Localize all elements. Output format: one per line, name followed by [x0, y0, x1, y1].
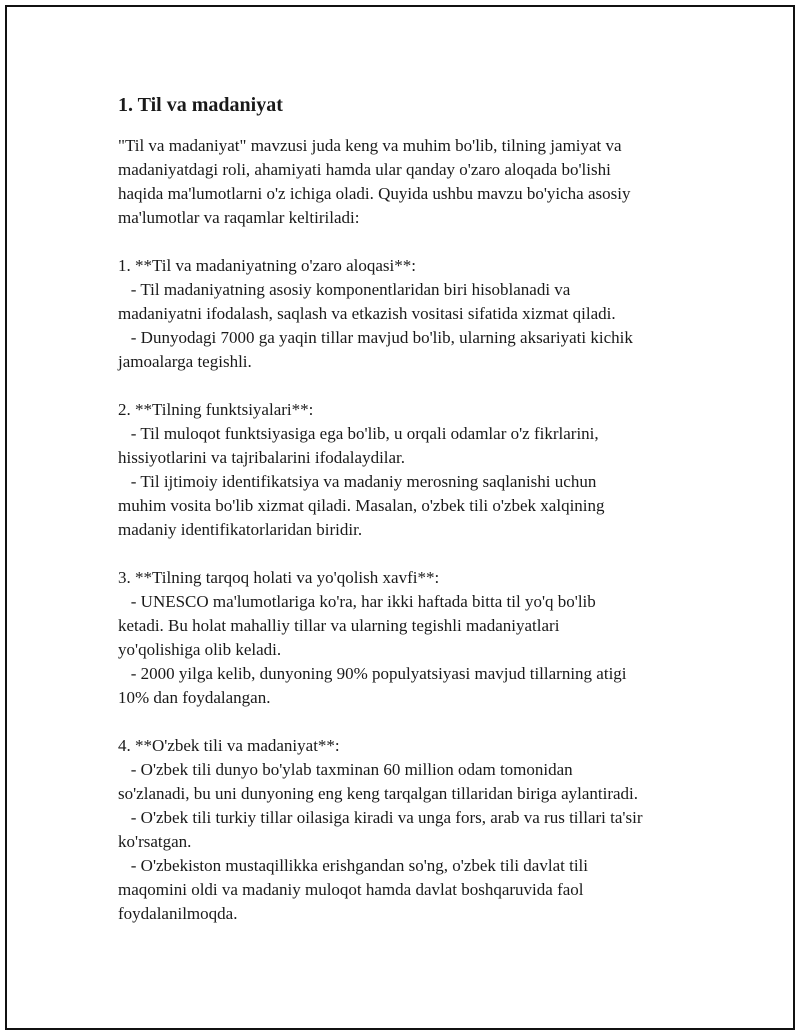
section-3 [118, 566, 698, 710]
section-line: madaniy identifikatorlaridan biridir. [118, 520, 363, 539]
section-line: - O'zbekiston mustaqillikka erishgandan so'ng, o'zbek tili davlat tili [118, 856, 588, 875]
section-heading: 2. **Tilning funktsiyalari**: [118, 400, 314, 419]
section-line: 10% dan foydalangan. [118, 688, 271, 707]
section-line: - Dunyodagi 7000 ga yaqin tillar mavjud bo'lib, ularning aksariyati kichik [118, 328, 633, 347]
intro-paragraph [118, 134, 698, 230]
section-line: jamoalarga tegishli. [118, 352, 252, 371]
section-line: - O'zbek tili turkiy tillar oilasiga kiradi va unga fors, arab va rus tillari ta'sir [118, 808, 643, 827]
section-2 [118, 398, 698, 542]
section-4 [118, 734, 698, 926]
section-line: - 2000 yilga kelib, dunyoning 90% populyatsiyasi mavjud tillarning atigi [118, 664, 627, 683]
section-line: madaniyatni ifodalash, saqlash va etkazish vositasi sifatida xizmat qiladi. [118, 304, 616, 323]
section-heading: 1. **Til va madaniyatning o'zaro aloqasi**: [118, 256, 416, 275]
section-line: - Til ijtimoiy identifikatsiya va madaniy merosning saqlanishi uchun [118, 472, 597, 491]
section-heading: 3. **Tilning tarqoq holati va yo'qolish xavfi**: [118, 568, 440, 587]
section-heading: 4. **O'zbek tili va madaniyat**: [118, 736, 340, 755]
section-line: - Til muloqot funktsiyasiga ega bo'lib, u orqali odamlar o'z fikrlarini, [118, 424, 599, 443]
section-line: muhim vosita bo'lib xizmat qiladi. Masalan, o'zbek tili o'zbek xalqining [118, 496, 605, 515]
section-line: yo'qolishiga olib keladi. [118, 640, 282, 659]
intro-line: "Til va madaniyat" mavzusi juda keng va muhim bo'lib, tilning jamiyat va [118, 136, 622, 155]
document-body [118, 92, 698, 926]
section-line: - O'zbek tili dunyo bo'ylab taxminan 60 million odam tomonidan [118, 760, 573, 779]
section-line: ketadi. Bu holat mahalliy tillar va ularning tegishli madaniyatlari [118, 616, 560, 635]
section-line: so'zlanadi, bu uni dunyoning eng keng tarqalgan tillaridan biriga aylantiradi. [118, 784, 639, 803]
section-line: maqomini oldi va madaniy muloqot hamda davlat boshqaruvida faol [118, 880, 584, 899]
section-1 [118, 254, 698, 374]
intro-line: haqida ma'lumotlarni o'z ichiga oladi. Quyida ushbu mavzu bo'yicha asosiy [118, 184, 631, 203]
section-line: - UNESCO ma'lumotlariga ko'ra, har ikki haftada bitta til yo'q bo'lib [118, 592, 596, 611]
section-line: hissiyotlarini va tajribalarini ifodalaydilar. [118, 448, 406, 467]
intro-line: madaniyatdagi roli, ahamiyati hamda ular qanday o'zaro aloqada bo'lishi [118, 160, 611, 179]
section-line: - Til madaniyatning asosiy komponentlaridan biri hisoblanadi va [118, 280, 571, 299]
document-title: 1. Til va madaniyat [118, 94, 283, 116]
section-line: foydalanilmoqda. [118, 904, 238, 923]
section-line: ko'rsatgan. [118, 832, 192, 851]
intro-line: ma'lumotlar va raqamlar keltiriladi: [118, 208, 360, 227]
